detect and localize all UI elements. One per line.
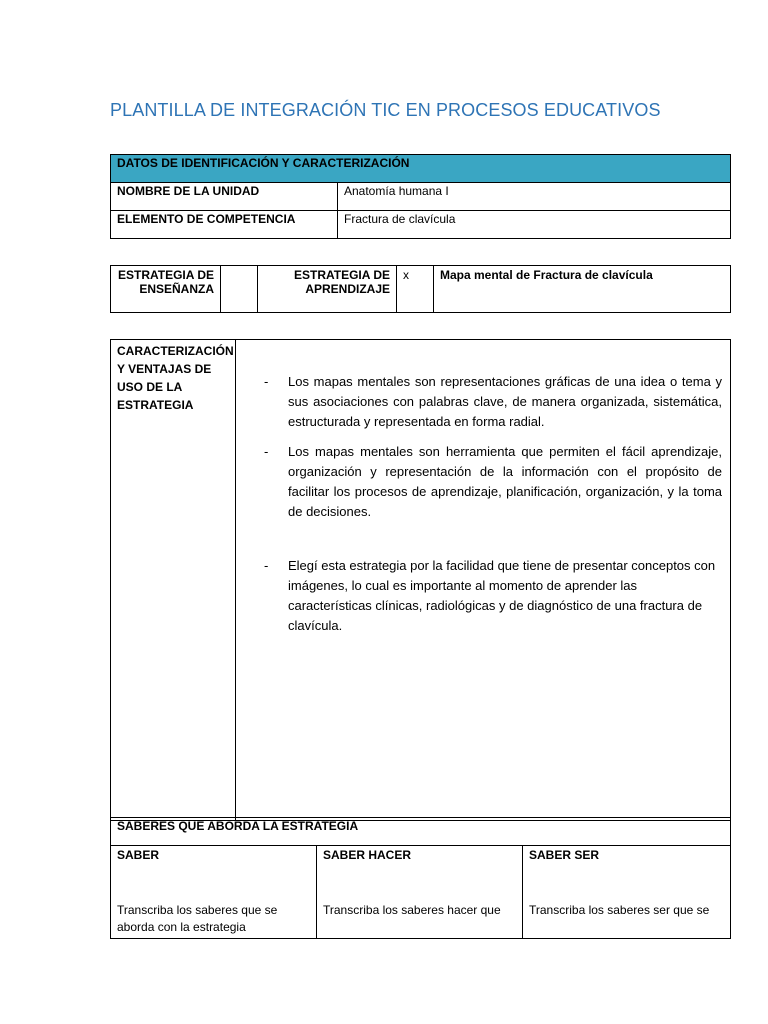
list-item [264, 556, 722, 636]
saber-text: Transcriba los saberes que se aborda con la estrategia [117, 903, 278, 934]
bullet-marker: - [264, 444, 269, 459]
saber-hacer-title: SABER HACER [323, 848, 412, 862]
unit-name-value: Anatomía humana I [338, 183, 731, 211]
list-item [264, 372, 722, 432]
learning-strategy-label: ESTRATEGIA DE APRENDIZAJE [258, 266, 397, 313]
bullet-marker: - [264, 374, 269, 389]
bullet-text: Los mapas mentales son herramienta que permiten el fácil aprendizaje, organización y representación de la información con el propósito de facilitar los procesos de aprendizaje, planificación, organización, y la toma de decisiones. [288, 444, 722, 519]
strategy-description: Mapa mental de Fractura de clavícula [434, 266, 731, 313]
bullet-text: Los mapas mentales son representaciones gráficas de una idea o tema y sus asociaciones con palabras clave, de manera organizada, sistemática, estructurada y representada en forma radial. [288, 374, 722, 429]
page-title: PLANTILLA DE INTEGRACIÓN TIC EN PROCESOS EDUCATIVOS [110, 100, 661, 120]
characterization-table [110, 339, 731, 821]
identification-header: DATOS DE IDENTIFICACIÓN Y CARACTERIZACIÓN [111, 155, 731, 183]
table-row [111, 183, 731, 211]
list-item [264, 442, 722, 522]
saberes-table [110, 817, 731, 939]
identification-table [110, 154, 731, 239]
table-row [111, 211, 731, 239]
competence-label: ELEMENTO DE COMPETENCIA [111, 211, 338, 239]
strategy-table [110, 265, 731, 313]
characterization-content [236, 340, 731, 821]
saber-ser-text: Transcriba los saberes ser que se [529, 903, 710, 917]
saber-ser-cell [523, 846, 731, 939]
competence-value: Fractura de clavícula [338, 211, 731, 239]
saberes-header: SABERES QUE ABORDA LA ESTRATEGIA [111, 818, 731, 846]
bullet-text: Elegí esta estrategia por la facilidad que tiene de presentar conceptos con imágenes, lo cual es importante al momento de aprender las características clínicas, radiológicas y de diagnóstico de una fractura de clavícula. [288, 558, 716, 633]
saber-title: SABER [117, 848, 160, 862]
teaching-strategy-mark [221, 266, 258, 313]
unit-name-label: NOMBRE DE LA UNIDAD [111, 183, 338, 211]
saber-ser-title: SABER SER [529, 848, 600, 862]
saber-hacer-text: Transcriba los saberes hacer que [323, 903, 501, 917]
teaching-strategy-label: ESTRATEGIA DE ENSEÑANZA [111, 266, 221, 313]
bullet-marker: - [264, 558, 269, 573]
saber-cell [111, 846, 317, 939]
learning-strategy-mark: x [397, 266, 434, 313]
saber-hacer-cell [317, 846, 523, 939]
characterization-label: CARACTERIZACIÓN Y VENTAJAS DE USO DE LA ESTRATEGIA [111, 340, 236, 821]
